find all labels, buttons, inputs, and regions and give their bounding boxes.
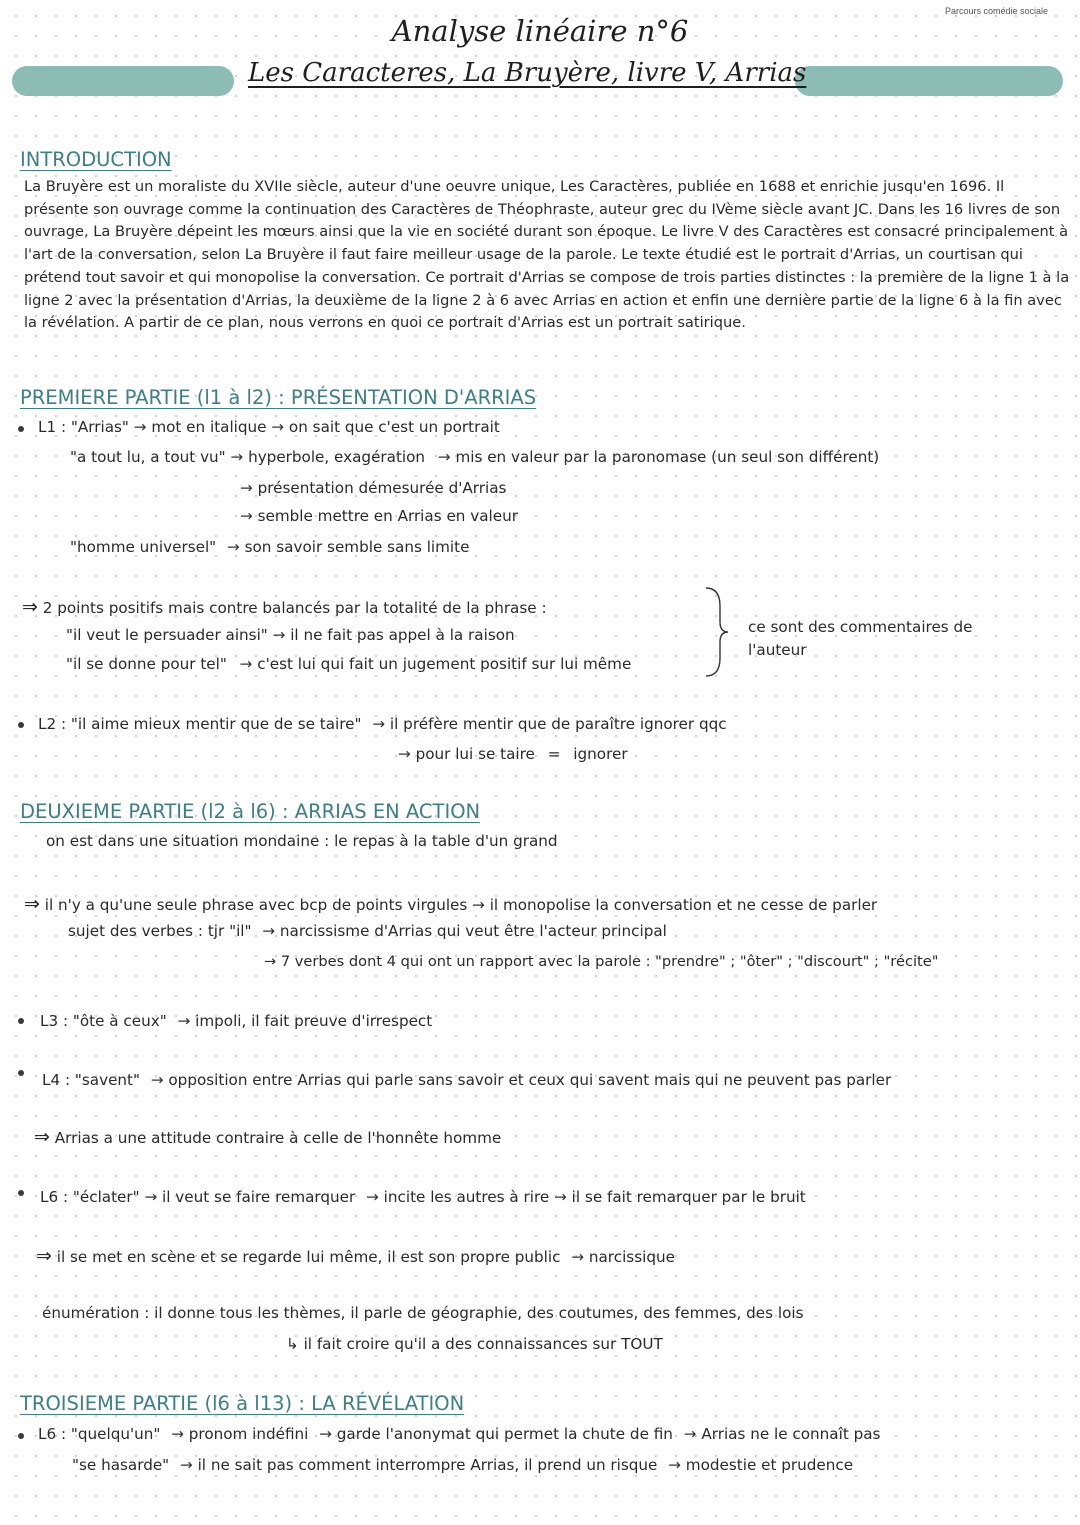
note-line xyxy=(22,596,547,618)
return-arrow-icon: ↳ xyxy=(286,1335,299,1353)
arrow-icon: → xyxy=(264,953,277,970)
note-text: c'est lui qui fait un jugement positif sur lui même xyxy=(257,655,632,673)
note-text: mis en valeur par la paronomase (un seul son différent) xyxy=(455,448,880,466)
introduction-text: La Bruyère est un moraliste du XVIIe siècle, auteur d'une oeuvre unique, Les Caractères, publiée en 1688 et enrichie jusqu'en 1696. Il présente son ouvrage comme la continuation des Caractères de Théophraste, auteur grec du IVème siècle avant JC. Dans les 16 livres de son ouvrage, La Bruyère dépeint les mœurs ainsi que la vie en société durant son époque. Le livre V des Caractères est consacré principalement à l'art de la conversation, selon La Bruyère il faut faire meilleur usage de la parole. Le texte étudié est le portrait d'Arrias, un courtisan qui prétend tout savoir et qui monopolise la conversation. Ce portrait d'Arrias se compose de trois parties distinctes : la première de la ligne 1 à la ligne 2 avec la présentation d'Arrias, la deuxième de la ligne 2 à 6 avec Arrias en action et enfin une dernière partie de la ligne 6 à la fin avec la révélation. A partir de ce plan, nous verrons en quoi ce portrait d'Arrias est un portrait satirique. xyxy=(24,178,1070,332)
bullet-icon xyxy=(18,426,24,432)
note-line xyxy=(70,448,879,466)
note-text: présentation démesurée d'Arrias xyxy=(257,479,507,497)
bullet-icon xyxy=(18,1070,24,1076)
note-line xyxy=(240,507,518,525)
arrow-icon: → xyxy=(262,922,276,940)
brace-note: ce sont des commentaires de xyxy=(748,618,973,636)
bullet-icon xyxy=(18,1190,24,1196)
quote-label: "se hasarde" xyxy=(72,1456,170,1474)
note-line xyxy=(70,538,469,556)
brace-note: l'auteur xyxy=(748,641,807,659)
note-text: il veut se faire remarquer xyxy=(162,1188,356,1206)
note-line xyxy=(68,922,667,940)
arrow-icon: → xyxy=(171,1425,184,1443)
note-line xyxy=(36,1245,675,1267)
note-line xyxy=(42,1071,891,1089)
arrow-icon: → xyxy=(180,1456,193,1474)
note-line xyxy=(38,715,727,733)
arrow-icon: → xyxy=(272,626,286,644)
quote-label: "homme universel" xyxy=(70,538,217,556)
note-text: 2 points positifs mais contre balancés par la totalité de la phrase : xyxy=(42,599,547,617)
arrow-icon: → xyxy=(319,1425,332,1443)
part1-heading: PREMIERE PARTIE (l1 à l2) : PRÉSENTATION D'ARRIAS xyxy=(20,386,537,409)
quote-label: L3 : "ôte à ceux" xyxy=(40,1012,167,1030)
note-text: narcissique xyxy=(588,1248,675,1266)
note-line xyxy=(38,418,500,436)
note-text: pour lui se taire xyxy=(415,745,535,763)
note-text: il ne sait pas comment interrompre Arrias, il prend un risque xyxy=(197,1456,658,1474)
note-line xyxy=(398,745,628,763)
brace-icon xyxy=(702,584,732,680)
note-line xyxy=(264,953,938,970)
arrow-icon: → xyxy=(227,538,240,556)
note-text: opposition entre Arrias qui parle sans savoir et ceux qui savent mais qui ne peuvent pas parler xyxy=(168,1071,892,1089)
note-text: il se fait remarquer par le bruit xyxy=(571,1188,806,1206)
course-label: Parcours comédie sociale xyxy=(944,6,1048,16)
introduction-heading: INTRODUCTION xyxy=(20,148,172,171)
quote-label: L2 : "il aime mieux mentir que de se taire" xyxy=(38,715,362,733)
note-line xyxy=(24,893,877,915)
arrow-icon: → xyxy=(240,507,253,525)
page-subtitle: Les Caracteres, La Bruyère, livre V, Arrias xyxy=(248,58,807,88)
arrow-icon: → xyxy=(239,655,253,673)
arrow-icon: → xyxy=(668,1456,681,1474)
bullet-icon xyxy=(18,1018,24,1024)
note-text: il ne fait pas appel à la raison xyxy=(290,626,515,644)
quote-label: "il se donne pour tel" xyxy=(66,655,227,673)
arrow-icon: → xyxy=(144,1188,158,1206)
note-text: Arrias ne le connaît pas xyxy=(701,1425,881,1443)
part3-heading: TROISIEME PARTIE (l6 à l13) : LA RÉVÉLATION xyxy=(20,1392,465,1415)
note-text: il monopolise la conversation et ne cesse de parler xyxy=(489,896,878,914)
arrow-icon: → xyxy=(683,1425,697,1443)
arrow-icon: → xyxy=(177,1012,191,1030)
note-text: mot en italique xyxy=(151,418,267,436)
note-text: Arrias a une attitude contraire à celle de l'honnête homme xyxy=(54,1129,502,1147)
note-line xyxy=(40,1188,806,1206)
note-text: il fait croire qu'il a des connaissances sur TOUT xyxy=(303,1335,663,1353)
quote-label: L6 : "éclater" xyxy=(40,1188,140,1206)
note-text: il se met en scène et se regarde lui même, il est son propre public xyxy=(56,1248,561,1266)
note-text: incite les autres à rire xyxy=(383,1188,550,1206)
note-text: il n'y a qu'une seule phrase avec bcp de points virgules xyxy=(44,896,468,914)
arrow-icon: → xyxy=(150,1071,164,1089)
arrow-icon: → xyxy=(554,1188,567,1206)
note-text: on sait que c'est un portrait xyxy=(288,418,500,436)
note-text: il préfère mentir que de paraître ignorer qqc xyxy=(389,715,727,733)
note-text: hyperbole, exagération xyxy=(248,448,426,466)
arrow-icon: → xyxy=(133,418,147,436)
implies-icon: ⇒ xyxy=(24,893,40,915)
decorative-band-left xyxy=(12,66,234,96)
note-text: pronom indéfini xyxy=(188,1425,309,1443)
quote-label: L4 : "savent" xyxy=(42,1071,140,1089)
implies-icon: ⇒ xyxy=(22,596,38,618)
note-text: narcissisme d'Arrias qui veut être l'acteur principal xyxy=(279,922,667,940)
decorative-band-right xyxy=(795,66,1063,96)
note-line xyxy=(72,1456,853,1474)
arrow-icon: → xyxy=(271,418,285,436)
note-line xyxy=(40,1012,432,1030)
arrow-icon: → xyxy=(472,896,485,914)
note-text: 7 verbes dont 4 qui ont un rapport avec la parole : "prendre" ; "ôter" ; "discourt" ; "récite" xyxy=(280,953,939,970)
note-line: on est dans une situation mondaine : le repas à la table d'un grand xyxy=(46,832,558,850)
arrow-icon: → xyxy=(398,745,411,763)
implies-icon: ⇒ xyxy=(34,1126,50,1148)
note-text: modestie et prudence xyxy=(685,1456,854,1474)
quote-label: "il veut le persuader ainsi" xyxy=(66,626,268,644)
note-text: impoli, il fait preuve d'irrespect xyxy=(195,1012,433,1030)
arrow-icon: → xyxy=(366,1188,379,1206)
note-line xyxy=(66,626,515,644)
page-title: Analyse linéaire n°6 xyxy=(391,14,689,48)
bullet-icon xyxy=(18,722,24,728)
arrow-icon: → xyxy=(240,479,253,497)
equals-sign: = xyxy=(547,745,561,763)
note-line xyxy=(286,1335,663,1353)
note-text: ignorer xyxy=(573,745,628,763)
note-line xyxy=(240,479,506,497)
quote-label: L6 : "quelqu'un" xyxy=(38,1425,161,1443)
arrow-icon: → xyxy=(372,715,386,733)
arrow-icon: → xyxy=(437,448,451,466)
note-line xyxy=(38,1425,880,1443)
arrow-icon: → xyxy=(230,448,244,466)
part2-heading: DEUXIEME PARTIE (l2 à l6) : ARRIAS EN ACTION xyxy=(20,800,481,823)
quote-label: "a tout lu, a tout vu" xyxy=(70,448,226,466)
note-text: semble mettre en Arrias en valeur xyxy=(257,507,518,525)
implies-icon: ⇒ xyxy=(36,1245,52,1267)
arrow-icon: → xyxy=(571,1248,585,1266)
note-text: son savoir semble sans limite xyxy=(244,538,470,556)
note-line: énumération : il donne tous les thèmes, il parle de géographie, des coutumes, des femmes, des lois xyxy=(42,1304,804,1322)
note-text: sujet des verbes : tjr "il" xyxy=(68,922,252,940)
note-line xyxy=(34,1126,501,1148)
bullet-icon xyxy=(18,1433,24,1439)
quote-label: L1 : "Arrias" xyxy=(38,418,129,436)
note-text: garde l'anonymat qui permet la chute de fin xyxy=(336,1425,673,1443)
note-line xyxy=(66,655,631,673)
